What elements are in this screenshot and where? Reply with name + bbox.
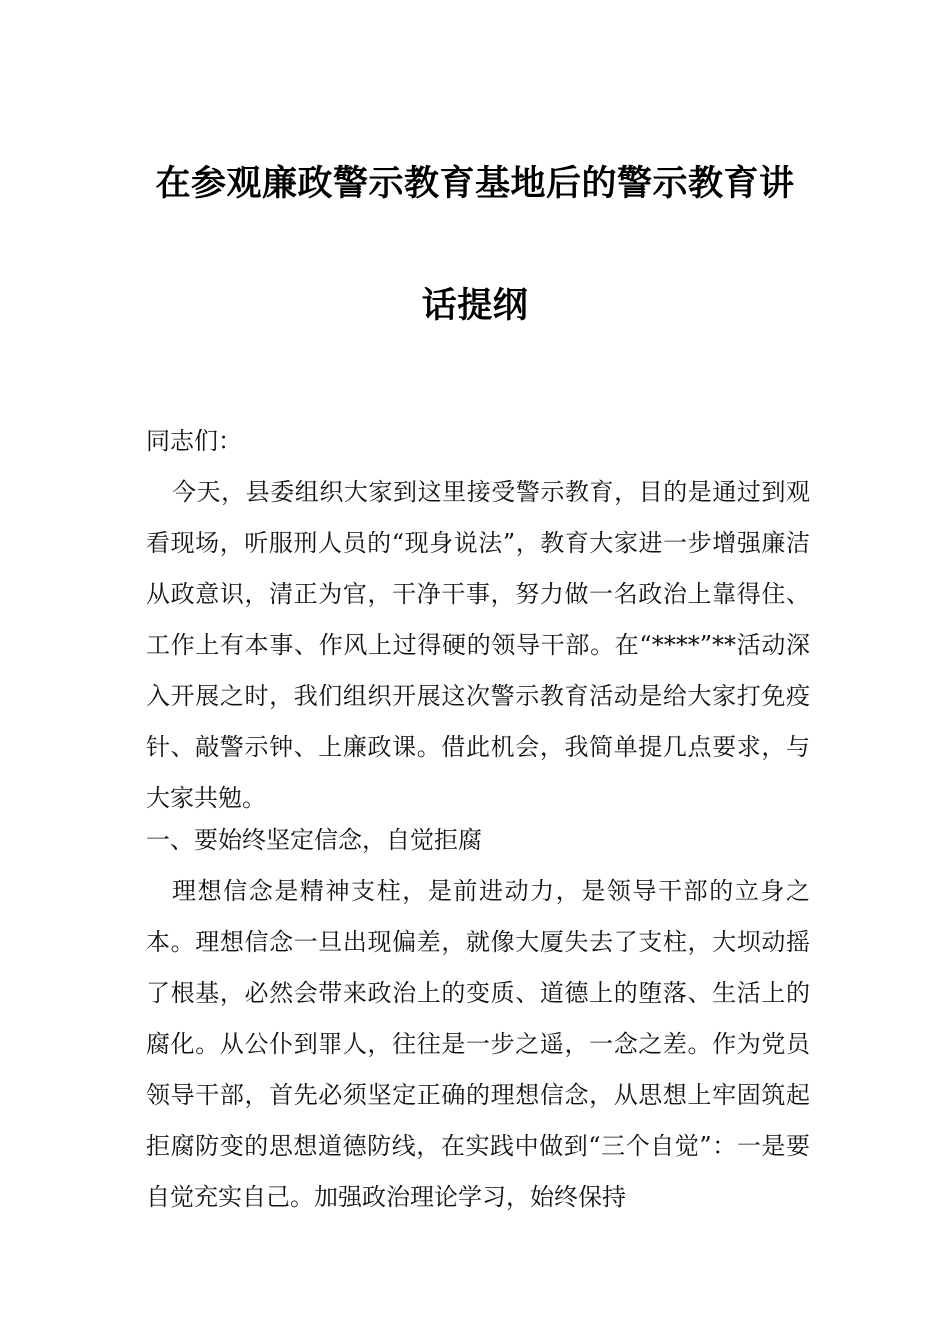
section-heading-1: 一、要始终坚定信念，自觉拒腐 bbox=[146, 826, 482, 854]
paragraph-section-1 bbox=[146, 866, 810, 1223]
paragraph-section-1-text: 理想信念是精神支柱，是前进动力，是领导干部的立身之本。理想信念一旦出现偏差，就像大厦失去了支柱，大坝动摇了根基，必然会带来政治上的变质、道德上的堕落、生活上的腐化。从公仆到罪人，往往是一步之遥，一念之差。作为党员领导干部，首先必须坚定正确的理想信念，从思想上牢固筑起拒腐防变的思想道德防线，在实践中做到“三个自觉”：一是要自觉充实自己。加强政治理论学习，始终保持 bbox=[146, 877, 810, 1211]
document-title-line-1: 在参观廉政警示教育基地后的警示教育讲 bbox=[155, 164, 795, 204]
paragraph-intro bbox=[146, 467, 810, 824]
paragraph-intro-text: 今天，县委组织大家到这里接受警示教育，目的是通过到观看现场，听服刑人员的“现身说法”，教育大家进一步增强廉洁从政意识，清正为官，干净干事，努力做一名政治上靠得住、工作上有本事、作风上过得硬的领导干部。在“****”**活动深入开展之时，我们组织开展这次警示教育活动是给大家打免疫针、敲警示钟、上廉政课。借此机会，我简单提几点要求，与大家共勉。 bbox=[146, 478, 810, 812]
salutation: 同志们： bbox=[146, 427, 242, 455]
document-title-line-2: 话提纲 bbox=[421, 286, 529, 326]
